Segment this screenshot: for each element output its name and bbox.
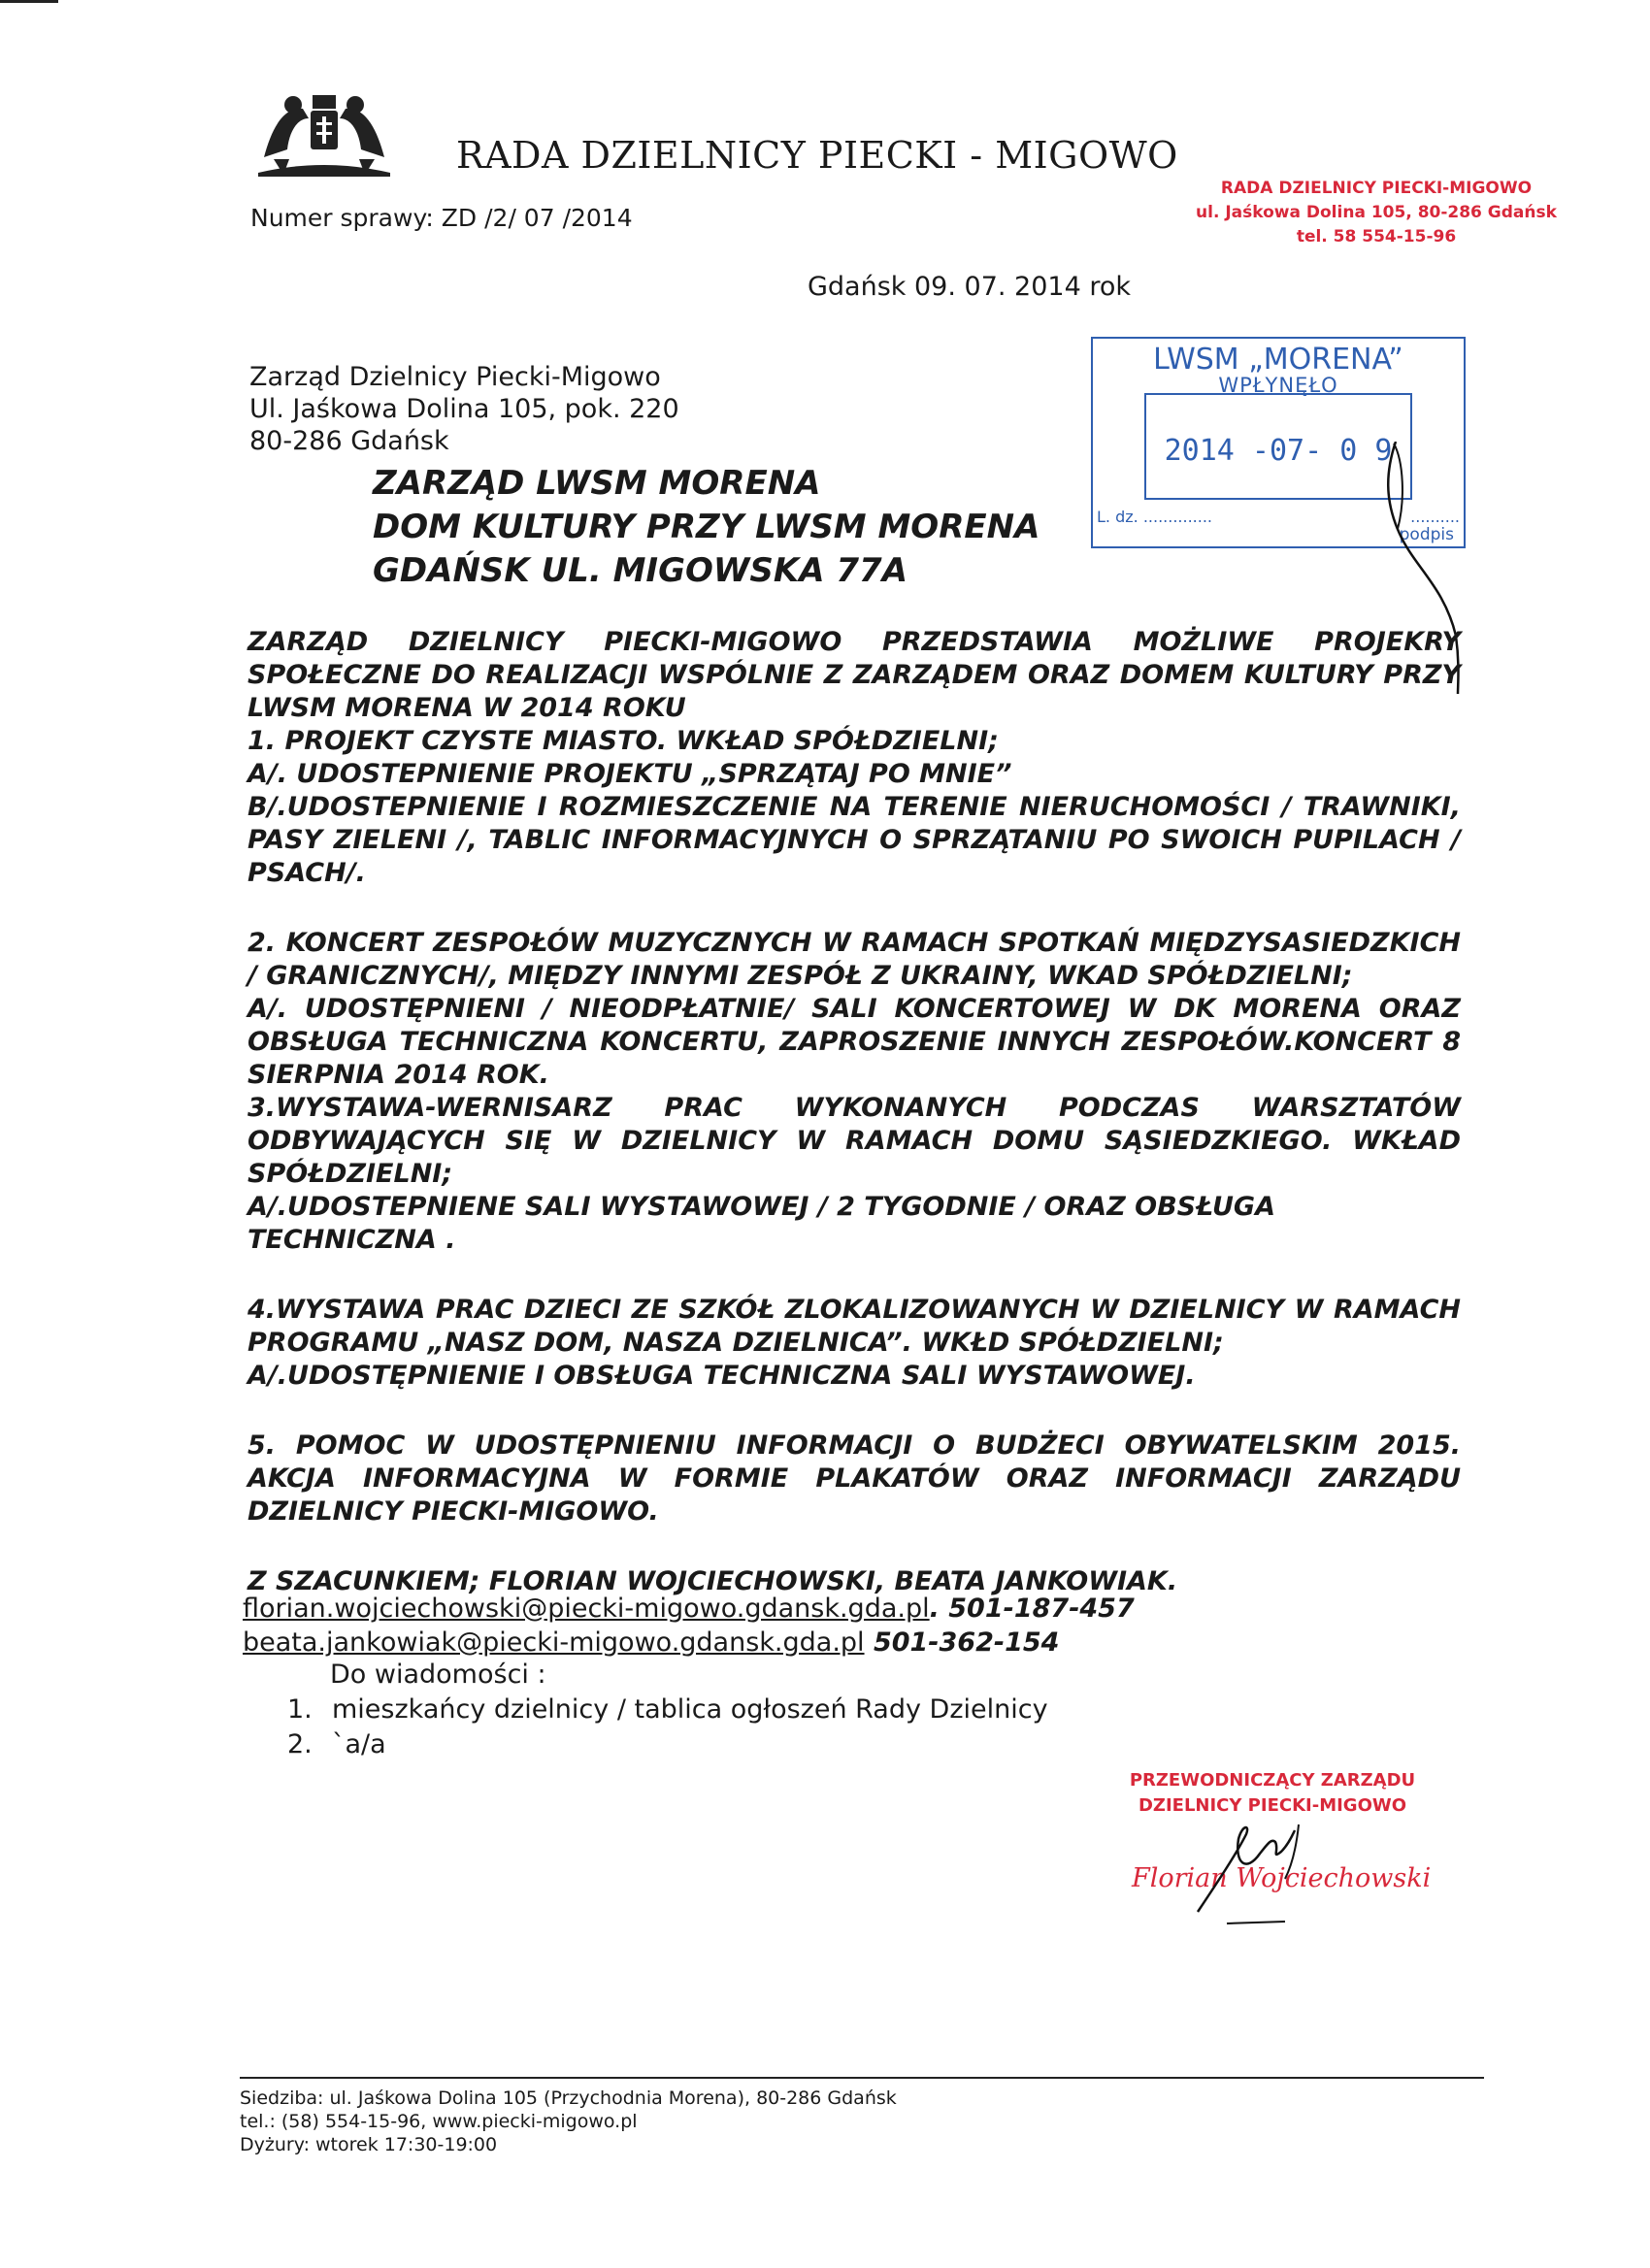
stamp-line: ul. Jaśkowa Dolina 105, 80-286 Gdańsk	[1196, 203, 1557, 222]
project-3-title: 3.WYSTAWA-WERNISARZ PRAC WYKONANYCH PODCZAS WARSZTATÓW ODBYWAJĄCYCH SIĘ W DZIELNICY W RAMACH DOMU SĄSIEDZKIEGO. WKŁAD SPÓŁDZIELNI;	[248, 1093, 1461, 1189]
cc-item-number: 1.	[287, 1694, 313, 1725]
recipient-block	[373, 462, 1040, 593]
recipient-line: GDAŃSK UL. MIGOWSKA 77A	[373, 551, 908, 590]
project-2-item-a: A/. UDOSTĘPNIENI / NIEODPŁATNIE/ SALI KONCERTOWEJ W DK MORENA ORAZ OBSŁUGA TECHNICZNA KONCERTU, ZAPROSZENIE INNYCH ZESPOŁÓW.KONCERT 8 SIERPNIA 2014 ROK.	[248, 994, 1461, 1090]
closing-line: Z SZACUNKIEM; FLORIAN WOJCIECHOWSKI, BEATA JANKOWIAK.	[248, 1566, 1178, 1596]
phone-number: . 501-187-457	[929, 1594, 1135, 1624]
email-link[interactable]: florian.wojciechowski@piecki-migowo.gdansk.gda.pl	[243, 1594, 930, 1624]
council-title: RADA DZIELNICY PIECKI - MIGOWO	[456, 134, 1178, 177]
stamp-line: RADA DZIELNICY PIECKI-MIGOWO	[1220, 179, 1533, 198]
handwritten-signature	[1178, 1795, 1353, 1931]
cc-heading: Do wiadomości :	[330, 1660, 546, 1690]
received-stamp-subtitle: WPŁYNĘŁO	[1218, 374, 1338, 397]
cc-item-number: 2.	[287, 1729, 313, 1759]
cc-item-text: mieszkańcy dzielnicy / tablica ogłoszeń Rady Dzielnicy	[332, 1694, 1048, 1725]
project-1-item-a: A/. UDOSTEPNIENIE PROJEKTU „SPRZĄTAJ PO MNIE”	[248, 759, 1012, 789]
email-link[interactable]: beata.jankowiak@piecki-migowo.gdansk.gda.pl	[243, 1627, 865, 1658]
stamp-line: PRZEWODNICZĄCY ZARZĄDU	[1129, 1770, 1416, 1791]
footer	[240, 2087, 897, 2156]
contact-block	[243, 1592, 1135, 1660]
scan-edge-line	[0, 0, 58, 3]
intro-paragraph: ZARZĄD DZIELNICY PIECKI-MIGOWO PRZEDSTAWIA MOŻLIWE PROJEKRY SPOŁECZNE DO REALIZACJI WSPÓLNIE Z ZARZĄDEM ORAZ DOMEM KULTURY PRZY LWSM MORENA W 2014 ROKU	[248, 627, 1461, 723]
footer-line: Siedziba: ul. Jaśkowa Dolina 105 (Przychodnia Morena), 80-286 Gdańsk	[240, 2087, 897, 2109]
project-4-item-a: A/.UDOSTĘPNIENIE I OBSŁUGA TECHNICZNA SALI WYSTAWOWEJ.	[248, 1361, 1196, 1391]
recipient-line: ZARZĄD LWSM MORENA	[373, 464, 821, 503]
project-3-item-a: A/.UDOSTEPNIENE SALI WYSTAWOWEJ / 2 TYGODNIE / ORAZ OBSŁUGA TECHNICZNA .	[248, 1192, 1275, 1255]
letter-date: Gdańsk 09. 07. 2014 rok	[808, 272, 1132, 302]
council-address-stamp	[1192, 177, 1561, 249]
cc-item	[274, 1727, 1048, 1762]
case-number: Numer sprawy: ZD /2/ 07 /2014	[250, 204, 633, 232]
footer-divider	[240, 2077, 1484, 2079]
gdansk-coat-of-arms-icon	[254, 89, 394, 177]
received-date: 2014 -07- 0 9	[1164, 434, 1393, 468]
received-date-box	[1144, 393, 1412, 500]
footer-line: tel.: (58) 554-15-96, www.piecki-migowo.pl	[240, 2111, 638, 2132]
contact-line	[243, 1592, 1135, 1626]
stamp-line: tel. 58 554-15-96	[1296, 227, 1457, 247]
stamp-line: DZIELNICY PIECKI-MIGOWO	[1138, 1795, 1407, 1816]
project-1-title: 1. PROJEKT CZYSTE MIASTO. WKŁAD SPÓŁDZIELNI;	[248, 726, 999, 756]
letter-body	[248, 626, 1461, 1598]
received-stamp-title: LWSM „MORENA”	[1153, 343, 1403, 377]
address-line: 80-286 Gdańsk	[249, 426, 449, 456]
cc-list	[274, 1658, 1048, 1762]
contact-line	[243, 1626, 1135, 1660]
ldz-label: L. dz. ..............	[1097, 508, 1213, 526]
cc-item-text: `a/a	[332, 1729, 386, 1759]
address-line: Ul. Jaśkowa Dolina 105, pok. 220	[249, 394, 679, 424]
recipient-line: DOM KULTURY PRZY LWSM MORENA	[373, 508, 1040, 546]
podpis-label: podpis	[1399, 525, 1454, 544]
project-2-title: 2. KONCERT ZESPOŁÓW MUZYCZNYCH W RAMACH SPOTKAŃ MIĘDZYSASIEDZKICH / GRANICZNYCH/, MIĘDZY INNYMI ZESPÓŁ Z UKRAINY, WKAD SPÓŁDZIELNI;	[248, 928, 1461, 991]
project-4-title: 4.WYSTAWA PRAC DZIECI ZE SZKÓŁ ZLOKALIZOWANYCH W DZIELNICY W RAMACH PROGRAMU „NASZ DOM, NASZA DZIELNICA”. WKŁD SPÓŁDZIELNI;	[248, 1295, 1461, 1358]
signatory-name: Florian Wojciechowski	[1132, 1863, 1432, 1893]
address-line: Zarząd Dzielnicy Piecki-Migowo	[249, 362, 661, 392]
footer-line: Dyżury: wtorek 17:30-19:00	[240, 2134, 498, 2155]
signature-dots: ..........	[1410, 508, 1460, 526]
cc-item	[274, 1693, 1048, 1727]
project-1-item-b: B/.UDOSTEPNIENIE I ROZMIESZCZENIE NA TERENIE NIERUCHOMOŚCI / TRAWNIKI, PASY ZIELENI /, TABLIC INFORMACYJNYCH O SPRZĄTANIU PO SWOICH PUPILACH / PSACH/.	[248, 792, 1461, 888]
project-5: 5. POMOC W UDOSTĘPNIENIU INFORMACJI O BUDŻECI OBYWATELSKIM 2015. AKCJA INFORMACYJNA W FORMIE PLAKATÓW ORAZ INFORMACJI ZARZĄDU DZIELNICY PIECKI-MIGOWO.	[248, 1430, 1461, 1527]
sender-address	[249, 361, 679, 457]
phone-number: 501-362-154	[864, 1627, 1060, 1658]
